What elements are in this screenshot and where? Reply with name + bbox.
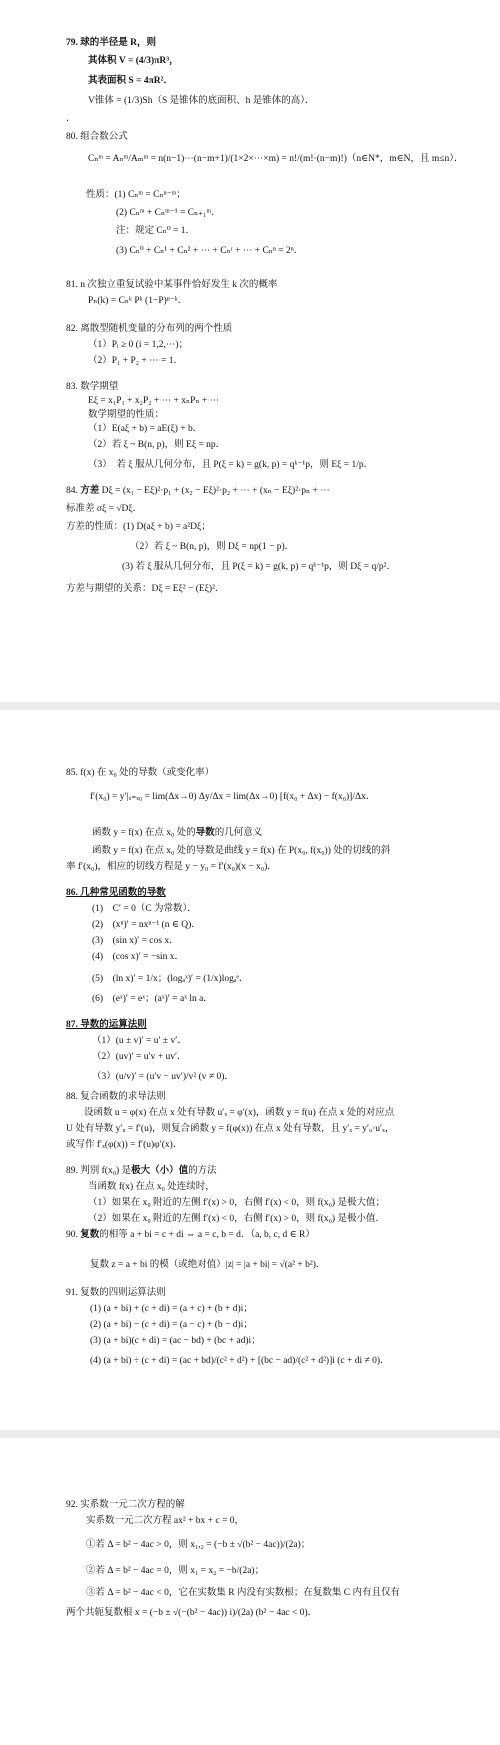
page-2-line-28: (2) (a + bi) − (c + di) = (a − c) + (b − d)i； <box>90 1320 253 1330</box>
page-2-line-9: (4) (cos x)′ = −sin x． <box>92 952 184 962</box>
page-1-line-16: 83. 数学期望 <box>66 382 119 392</box>
page-1-line-19: （1）E(aξ + b) = aE(ξ) + b． <box>88 424 203 434</box>
page-1-line-21: （3） 若 ξ 服从几何分布，且 P(ξ = k) = g(k, p) = qᵏ⁻¹p，则 Eξ = 1/p． <box>88 460 374 470</box>
page-3-line-0: 92. 实系数一元二次方程的解 <box>66 1500 185 1510</box>
page-2-line-13: （1）(u ± v)′ = u′ ± v′． <box>92 1036 187 1046</box>
page-2-line-11: (6) (eˣ)′ = eˣ；(aˣ)′ = aˣ ln a． <box>92 994 213 1004</box>
page-1-line-14: （1）Pᵢ ≥ 0 (i = 1,2,⋯)； <box>88 340 189 350</box>
page-2-line-21: 当函数 f(x) 在点 x₀ 处连续时， <box>88 1182 215 1192</box>
page-1-line-27: 方差与期望的关系：Dξ = Eξ² − (Eξ)²． <box>66 584 225 594</box>
page-1-line-6: Cₙᵐ = Aₙᵐ/Aₘᵐ = n(n−1)⋯(n−m+1)/(1×2×⋯×m) = n!/(m!·(n−m)!)（n∈N*，m∈N，且 m≤n）． <box>88 154 464 164</box>
page-2-line-22: （1）如果在 x₀ 附近的左侧 f′(x) > 0，右侧 f′(x) < 0，则 f(x₀) 是极大值； <box>88 1198 385 1208</box>
page-3-line-3: ②若 Δ = b² − 4ac = 0，则 x₁ = x₂ = −b/(2a)； <box>86 1566 265 1576</box>
page-2-line-7: (2) (xⁿ)′ = nxⁿ⁻¹ (n ∈ Q)． <box>92 920 201 930</box>
page-2-line-20: 89. 判别 f(x₀) 是极大（小）值的方法 <box>66 1166 217 1176</box>
page-1-line-10: (3) Cₙ⁰ + Cₙ¹ + Cₙ² + ⋯ + Cₙʳ + ⋯ + Cₙⁿ = 2ⁿ． <box>116 246 304 256</box>
page-3-line-1: 实系数一元二次方程 ax² + bx + c = 0， <box>86 1516 244 1526</box>
page-1-line-1: 其体积 V = (4/3)πR³， <box>88 56 179 66</box>
page-2-line-10: (5) (ln x)′ = 1/x；(logₐˣ)′ = (1/x)logₐᵉ． <box>92 974 249 984</box>
page-2-line-27: (1) (a + bi) + (c + di) = (a + c) + (b + d)i； <box>90 1304 253 1314</box>
page-2-line-15: （3）(u/v)′ = (u′v − uv′)/v² (v ≠ 0)． <box>92 1072 234 1082</box>
page-1-line-23: 标准差 σξ = √Dξ． <box>66 504 143 514</box>
page-2-line-16: 88. 复合函数的求导法则 <box>66 1092 166 1102</box>
page-3-line-4: ③若 Δ = b² − 4ac < 0，它在实数集 R 内没有实数根；在复数集 C 内有且仅有 <box>86 1588 400 1598</box>
page-2-line-1: f′(x₀) = y′|ₓ₌ₓ₀ = lim(Δx→0) Δy/Δx = lim(Δx→0) [f(x₀ + Δx) − f(x₀)]/Δx． <box>90 792 376 802</box>
page-1-line-13: 82. 离散型随机变量的分布列的两个性质 <box>66 324 233 334</box>
page-2-line-6: (1) C′ = 0（C 为常数）． <box>92 904 197 914</box>
page-1-line-9: 注：规定 Cₙ⁰ = 1． <box>116 226 195 236</box>
page-2-line-18: U 处有导数 y′ᵤ = f′(u)，则复合函数 y = f(φ(x)) 在点 x 处有导数，且 y′ₓ = y′ᵤ·u′ₓ， <box>66 1124 395 1134</box>
page-2-line-5: 86. 几种常见函数的导数 <box>66 888 166 898</box>
page-1-line-18: 数学期望的性质： <box>88 410 165 420</box>
page-2-line-17: 设函数 u = φ(x) 在点 x 处有导数 u′ₓ = φ′(x)，函数 y = f(u) 在点 x 处的对应点 <box>84 1108 395 1118</box>
page-2-line-29: (3) (a + bi)(c + di) = (ac − bd) + (bc + ad)i； <box>90 1336 261 1346</box>
page-separator <box>0 702 500 710</box>
page-1-line-20: （2）若 ξ ~ B(n, p)，则 Eξ = np． <box>88 440 226 450</box>
page-2-line-19: 或写作 f′ₓ(φ(x)) = f′(u)φ′(x)． <box>66 1140 183 1150</box>
page-1-line-5: 80. 组合数公式 <box>66 132 128 142</box>
page-1-line-15: （2）P₁ + P₂ + ⋯ = 1． <box>88 356 184 366</box>
page-1-line-0: 79. 球的半径是 R，则 <box>66 38 156 48</box>
page-2-line-4: 率 f′(x₀)，相应的切线方程是 y − y₀ = f′(x₀)(x − x₀)． <box>66 862 277 872</box>
page-2-line-26: 91. 复数的四则运算法则 <box>66 1288 166 1298</box>
page-2-line-2: 函数 y = f(x) 在点 x₀ 处的导数的几何意义 <box>92 828 263 838</box>
page-1-line-17: Eξ = x₁P₁ + x₂P₂ + ⋯ + xₙPₙ + ⋯ <box>88 396 220 406</box>
page-separator <box>0 1430 500 1438</box>
page-1-line-8: (2) Cₙᵐ + Cₙᵐ⁻¹ = Cₙ₊₁ᵐ． <box>116 208 221 218</box>
page-1-line-2: 其表面积 S = 4πR²． <box>88 76 173 86</box>
page-2-line-14: （2）(uv)′ = u′v + uv′． <box>92 1052 187 1062</box>
page-3-line-2: ①若 Δ = b² − 4ac > 0，则 x₁,₂ = (−b ± √(b² − 4ac))/(2a)； <box>86 1540 311 1550</box>
page-1-line-24: 方差的性质：(1) D(aξ + b) = a²Dξ； <box>66 522 211 532</box>
page-1-line-3: V锥体 = (1/3)Sh（S 是锥体的底面积、h 是锥体的高）． <box>88 96 315 106</box>
page-2-line-23: （2）如果在 x₀ 附近的左侧 f′(x) < 0，右侧 f′(x) > 0，则 f(x₀) 是极小值． <box>88 1214 385 1224</box>
page-2-line-12: 87. 导数的运算法则 <box>66 1020 147 1030</box>
page-1-line-11: 81. n 次独立重复试验中某事件恰好发生 k 次的概率 <box>66 280 278 290</box>
page-2-line-8: (3) (sin x)′ = cos x． <box>92 936 179 946</box>
page-2-line-25: 复数 z = a + bi 的模（或绝对值）|z| = |a + bi| = √(a² + b²)． <box>90 1260 326 1270</box>
page-1-line-25: （2）若 ξ ~ B(n, p)，则 Dξ = np(1 − p)． <box>130 542 295 552</box>
page-2-line-0: 85. f(x) 在 x₀ 处的导数（或变化率） <box>66 768 215 778</box>
page-3-line-5: 两个共轭复数根 x = (−b ± √(−(b² − 4ac)) i)/(2a) (b² − 4ac < 0)． <box>66 1608 318 1618</box>
page-1-line-7: 性质：(1) Cₙᵐ = Cₙⁿ⁻ᵐ； <box>86 190 186 200</box>
page-1-line-22: 84. 方差 Dξ = (x₁ − Eξ)²·p₁ + (x₂ − Eξ)²·p₂ + ⋯ + (xₙ − Eξ)²·pₙ + ⋯ <box>66 486 330 496</box>
page-1-line-12: Pₙ(k) = Cₙᵏ Pᵏ (1−P)ⁿ⁻ᵏ． <box>88 296 188 306</box>
page-2-line-30: (4) (a + bi) ÷ (c + di) = (ac + bd)/(c² + d²) + [(bc − ad)/(c² + d²)]i (c + di ≠ 0)． <box>90 1356 390 1366</box>
page-2-line-3: 函数 y = f(x) 在点 x₀ 处的导数是曲线 y = f(x) 在 P(x₀, f(x₀)) 处的切线的斜 <box>92 846 391 856</box>
page-1-line-26: (3) 若 ξ 服从几何分布，且 P(ξ = k) = g(k, p) = qᵏ⁻¹p，则 Dξ = q/p²． <box>122 562 396 572</box>
page-2-line-24: 90. 复数的相等 a + bi = c + di ⇔ a = c, b = d．（a, b, c, d ∈ R） <box>66 1230 315 1240</box>
page-1-line-4: ． <box>66 114 76 124</box>
